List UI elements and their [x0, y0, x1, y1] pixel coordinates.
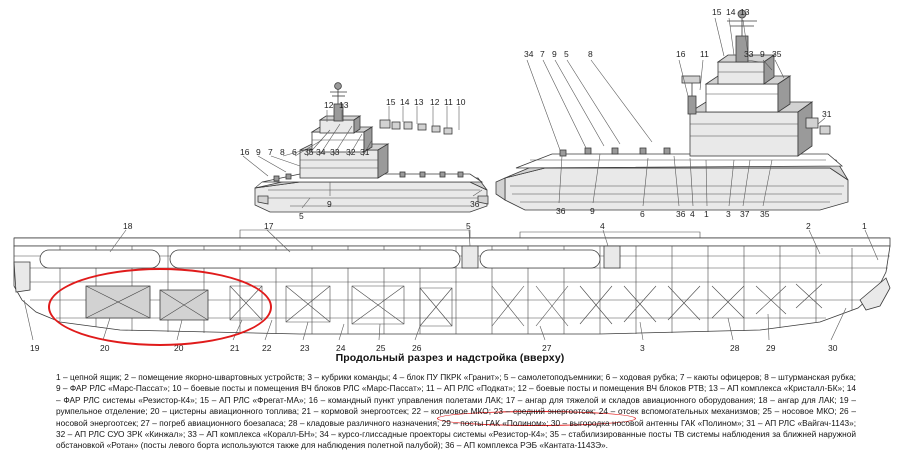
callout-number: 21 — [230, 343, 240, 353]
callout-number: 24 — [336, 343, 346, 353]
callout-number: 18 — [123, 221, 133, 231]
callout-number: 8 — [588, 49, 593, 59]
callout-number: 33 — [330, 147, 340, 157]
callout-number: 5 — [299, 211, 304, 221]
callout-number: 35 — [304, 147, 314, 157]
callout-number: 7 — [268, 147, 273, 157]
hull-longitudinal-section — [14, 230, 890, 334]
callout-number: 15 — [712, 7, 722, 17]
callout-number: 17 — [264, 221, 274, 231]
callout-number: 32 — [346, 147, 356, 157]
legend-text: 1 – цепной ящик; 2 – помещение якорно-швартовных устройств; 3 – кубрики команды; 4 – блок ПУ ПКРК «Гранит»; 5 – самолетоподъемники; 6 – ходовая рубка; 7 – каюты офицеров; 8 – штурманская рубка; 9 – ФАР РЛС «Марс-Пассат»; 10 – боевые посты и помещения ВЧ блоков РЛС «Марс-Пассат»; 11 – АП РЛС «Подкат»; 12 – боевые посты и помещения ВЧ блоков РТВ; 13 – АП комплекса «Кристалл-БК»; 14 – ФАР РЛС системы «Резистор-К4»; 15 – АП РЛС «Фрегат-МА»; 16 – командный пункт управления полетами ЛАК; 17 – ангар для тяжелой и складов авиационного оборудования; 18 – ангар для ЛАК; 19 – румпельное отделение; 20 – цистерны авиационного топлива; 21 – кормовой энергоотсек; 22 – кормовое МКО; 23 – средний энергоотсек; 24 – отсек вспомогательных механизмов; 25 – носовое МКО; 26 – носовой энергоотсек; 27 – погреб авиационного боезапаса; 28 – кладовые различного назначения; 29 – посты ГАК «Полином»; 30 – выгородка носовой антенны ГАК «Полином»; 31 – АП РЛС «Вайгач-1143»; 32 – АП РЛС СУО ЗРК «Кинжал»; 33 – АП комплекса «Коралл-БН»; 34 – курсо-глиссадные проекторы системы «Резистор-К4»; 35 – стабилизированные посты ТВ системы наблюдения за ближней наружной обстановкой «Ротан» (посты левого борта используются также для наблюдения полетной палубой); 36 – АП комплекса РЭБ «Кантата-1143Э». — [56, 372, 856, 451]
callout-number: 19 — [30, 343, 40, 353]
callout-number: 4 — [600, 221, 605, 231]
callout-number: 11 — [700, 49, 709, 59]
callout-number: 30 — [828, 343, 838, 353]
callout-number: 2 — [806, 221, 811, 231]
callout-number: 33 — [744, 49, 754, 59]
callout-number: 15 — [386, 97, 396, 107]
callout-number: 9 — [760, 49, 765, 59]
callout-number: 35 — [760, 209, 770, 219]
callout-number: 35 — [772, 49, 782, 59]
callout-number: 4 — [690, 209, 695, 219]
callout-number: 1 — [862, 221, 867, 231]
callout-number: 9 — [552, 49, 557, 59]
callout-number: 37 — [740, 209, 750, 219]
callout-number: 16 — [676, 49, 686, 59]
callout-number: 23 — [300, 343, 310, 353]
callout-number: 9 — [590, 206, 595, 216]
callout-number: 36 — [556, 206, 566, 216]
figure-caption: Продольный разрез и надстройка (вверху) — [335, 352, 565, 364]
callout-number: 5 — [466, 221, 471, 231]
callout-number: 36 — [470, 199, 480, 209]
callout-number: 22 — [262, 343, 272, 353]
callout-number: 12 — [430, 97, 440, 107]
callout-number: 6 — [640, 209, 645, 219]
callout-number: 31 — [360, 147, 370, 157]
callout-number: 5 — [564, 49, 569, 59]
callout-number: 29 — [766, 343, 776, 353]
callout-number: 13 — [740, 7, 750, 17]
callout-number: 14 — [726, 7, 736, 17]
callout-number: 34 — [524, 49, 534, 59]
callout-number: 1 — [704, 209, 709, 219]
callout-number: 20 — [174, 343, 184, 353]
callout-number: 3 — [640, 343, 645, 353]
callout-number: 12 — [324, 100, 334, 110]
callout-number: 27 — [542, 343, 552, 353]
callout-number: 13 — [414, 97, 424, 107]
callout-number: 9 — [327, 199, 332, 209]
callout-number: 26 — [412, 343, 422, 353]
callout-number: 11 — [444, 97, 453, 107]
callout-number: 14 — [400, 97, 410, 107]
callout-number: 28 — [730, 343, 740, 353]
superstructure-right-view — [496, 7, 848, 210]
callout-number: 3 — [726, 209, 731, 219]
callout-number: 16 — [240, 147, 250, 157]
superstructure-left-view — [255, 83, 488, 212]
callout-number: 13 — [339, 100, 349, 110]
callout-number: 8 — [280, 147, 285, 157]
callout-number: 36 — [676, 209, 686, 219]
callout-number: 34 — [316, 147, 326, 157]
callout-number: 31 — [822, 109, 832, 119]
callout-number: 7 — [540, 49, 545, 59]
callout-number: 10 — [456, 97, 466, 107]
callout-number: 6 — [292, 147, 297, 157]
callout-number: 9 — [256, 147, 261, 157]
callout-number: 25 — [376, 343, 386, 353]
callout-number: 20 — [100, 343, 110, 353]
